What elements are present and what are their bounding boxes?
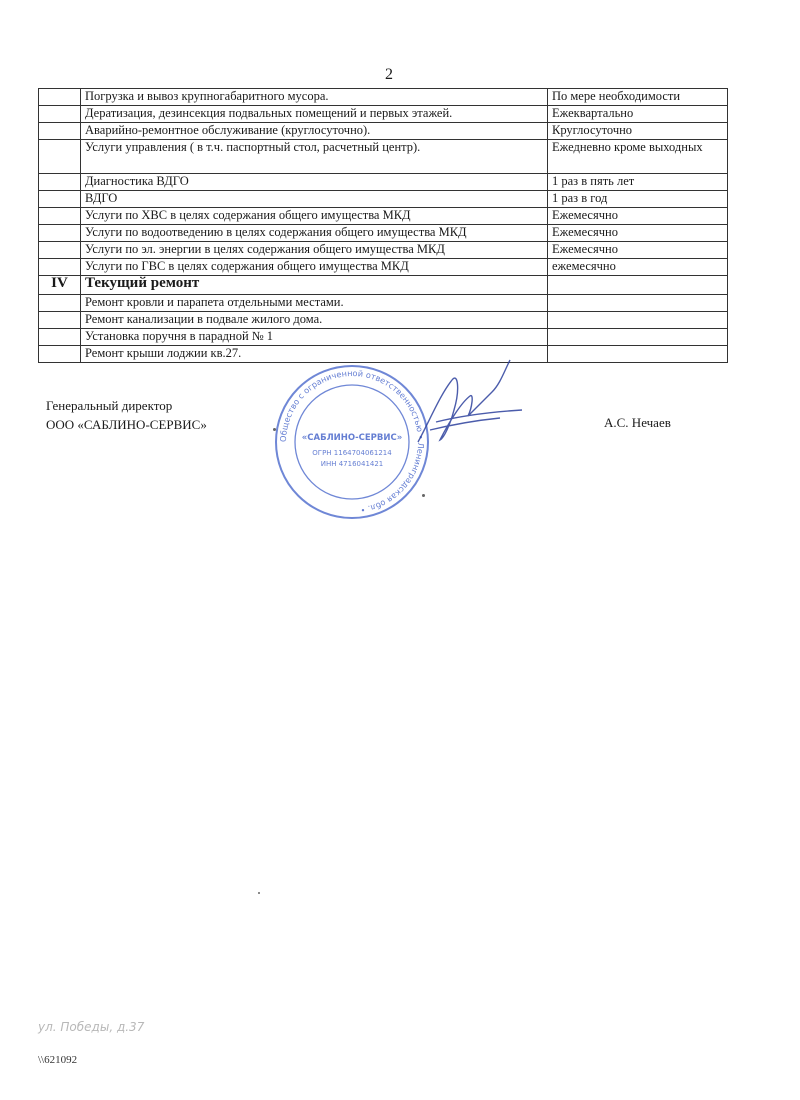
row-number-cell — [39, 174, 81, 191]
row-number-cell — [39, 312, 81, 329]
section-title: Текущий ремонт — [81, 276, 548, 295]
table-row — [39, 140, 728, 174]
frequency-cell — [548, 346, 728, 363]
table-row — [39, 242, 728, 259]
service-cell: Дератизация, дезинсекция подвальных помещений и первых этажей. — [81, 106, 548, 123]
table-row — [39, 208, 728, 225]
row-number-cell — [39, 191, 81, 208]
table-row — [39, 174, 728, 191]
frequency-cell — [548, 295, 728, 312]
frequency-cell: Ежедневно кроме выходных — [548, 140, 728, 174]
table-row — [39, 123, 728, 140]
scan-speck — [258, 892, 260, 894]
service-cell: Ремонт кровли и парапета отдельными местами. — [81, 295, 548, 312]
scan-speck — [273, 428, 276, 431]
footer-code: \\621092 — [38, 1054, 78, 1066]
frequency-cell — [548, 312, 728, 329]
handwritten-signature — [400, 350, 530, 460]
table-row — [39, 225, 728, 242]
section-header-row — [39, 276, 728, 295]
service-cell: Погрузка и вывоз крупногабаритного мусора. — [81, 89, 548, 106]
frequency-cell: По мере необходимости — [548, 89, 728, 106]
table-row — [39, 191, 728, 208]
section-number: IV — [39, 276, 81, 295]
signatory-name: А.С. Нечаев — [604, 415, 671, 430]
svg-text:Общество с ограниченной ответс: Общество с ограниченной ответственностью • Ленинградская обл. • — [277, 367, 427, 516]
table-row — [39, 89, 728, 106]
service-cell: Услуги по эл. энергии в целях содержания общего имущества МКД — [81, 242, 548, 259]
row-number-cell — [39, 140, 81, 174]
frequency-cell: ежемесячно — [548, 259, 728, 276]
service-cell: Ремонт крыши лоджии кв.27. — [81, 346, 548, 363]
table-row — [39, 329, 728, 346]
service-cell: Услуги по ХВС в целях содержания общего имущества МКД — [81, 208, 548, 225]
frequency-cell: Ежемесячно — [548, 242, 728, 259]
service-cell: ВДГО — [81, 191, 548, 208]
signatory-position: Генеральный директор — [46, 398, 173, 413]
footer-address: ул. Победы, д.37 — [38, 1020, 145, 1034]
row-number-cell — [39, 346, 81, 363]
service-cell: Услуги управления ( в т.ч. паспортный стол, расчетный центр). — [81, 140, 548, 174]
table-row — [39, 346, 728, 363]
row-number-cell — [39, 242, 81, 259]
signatory-block — [46, 396, 207, 434]
row-number-cell — [39, 106, 81, 123]
row-number-cell — [39, 295, 81, 312]
service-cell: Услуги по ГВС в целях содержания общего имущества МКД — [81, 259, 548, 276]
svg-text:ИНН 4716041421: ИНН 4716041421 — [320, 460, 384, 468]
services-table — [38, 88, 728, 363]
table-row — [39, 295, 728, 312]
table-row — [39, 106, 728, 123]
frequency-cell — [548, 276, 728, 295]
frequency-cell: Ежеквартально — [548, 106, 728, 123]
row-number-cell — [39, 123, 81, 140]
frequency-cell: Ежемесячно — [548, 208, 728, 225]
frequency-cell: Круглосуточно — [548, 123, 728, 140]
row-number-cell — [39, 329, 81, 346]
page-number: 2 — [385, 66, 393, 83]
frequency-cell: Ежемесячно — [548, 225, 728, 242]
table-row — [39, 259, 728, 276]
signatory-company: ООО «САБЛИНО-СЕРВИС» — [46, 417, 207, 432]
frequency-cell — [548, 329, 728, 346]
service-cell: Аварийно-ремонтное обслуживание (круглосуточно). — [81, 123, 548, 140]
service-cell: Услуги по водоотведению в целях содержания общего имущества МКД — [81, 225, 548, 242]
row-number-cell — [39, 208, 81, 225]
table-row — [39, 312, 728, 329]
scan-speck — [422, 494, 425, 497]
service-cell: Ремонт канализации в подвале жилого дома. — [81, 312, 548, 329]
row-number-cell — [39, 225, 81, 242]
svg-text:«САБЛИНО-СЕРВИС»: «САБЛИНО-СЕРВИС» — [301, 433, 403, 443]
service-cell: Диагностика ВДГО — [81, 174, 548, 191]
service-cell: Установка поручня в парадной № 1 — [81, 329, 548, 346]
svg-text:ОГРН 1164704061214: ОГРН 1164704061214 — [312, 449, 392, 457]
row-number-cell — [39, 89, 81, 106]
row-number-cell — [39, 259, 81, 276]
frequency-cell: 1 раз в пять лет — [548, 174, 728, 191]
frequency-cell: 1 раз в год — [548, 191, 728, 208]
